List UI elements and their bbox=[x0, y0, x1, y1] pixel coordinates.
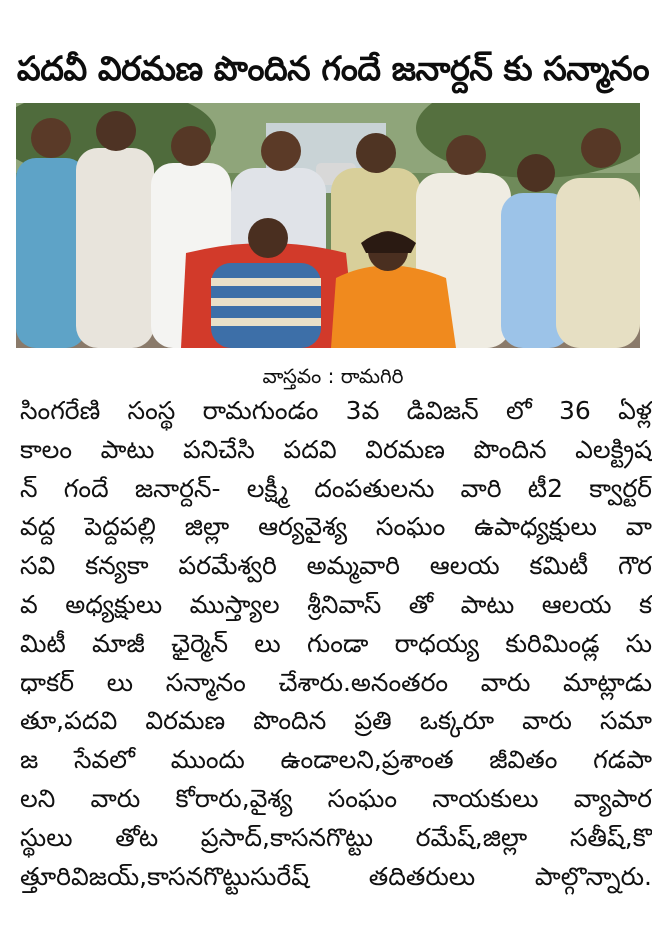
article-line: మిటీ మాజీ ఛైర్మెన్ లు గుండా రాధయ్య కురిమిండ్ల సు bbox=[20, 628, 652, 658]
article-line: న్ గందే జనార్దన్- లక్ష్మీ దంపతులను వారి టీ2 క్వార్టర్ bbox=[20, 473, 652, 503]
article-body bbox=[20, 392, 652, 896]
article-line: వ అధ్యక్షులు ముస్త్యాల శ్రీనివాస్ తో పాటు ఆలయ క bbox=[20, 589, 652, 619]
article-line: లని వారు కోరారు,వైశ్య సంఘం నాయకులు వ్యాపార bbox=[20, 783, 652, 813]
article-line: వద్ద పెద్దపల్లి జిల్లా ఆర్యవైశ్య సంఘం ఉపాధ్యక్షులు వా bbox=[20, 512, 652, 542]
article-line: సవి కన్యకా పరమేశ్వరి అమ్మవారి ఆలయ కమిటీ గౌర bbox=[20, 551, 652, 581]
article-line: తూ,పదవి విరమణ పొందిన ప్రతి ఒక్కరూ వారు సమా bbox=[20, 706, 652, 736]
headline: పదవీ విరమణ పొందిన గందే జనార్దన్ కు సన్మానం bbox=[16, 48, 650, 88]
article-line: స్థులు తోట ప్రసాద్,కాసనగొట్టు రమేష్,జిల్లా సతీష్,కొ bbox=[20, 822, 652, 852]
group-photo-illustration bbox=[16, 103, 640, 348]
article-line: త్తూరివిజయ్,కాసనగొట్టుసురేష్ తదితరులు పాల్గొన్నారు. bbox=[20, 861, 652, 891]
article-line: జ సేవలో ముందు ఉండాలని,ప్రశాంత జీవితం గడపా bbox=[20, 745, 652, 775]
dateline: వాస్తవం : రామగిరి bbox=[262, 364, 404, 388]
article-line: కాలం పాటు పనిచేసి పదవి విరమణ పొందిన ఎలక్ట్రిష bbox=[20, 434, 652, 464]
article-line: సింగరేణి సంస్థ రామగుండం 3వ డివిజన్ లో 36 ఏళ్ల bbox=[20, 396, 652, 425]
group-photo bbox=[16, 103, 640, 348]
article-line: ధాకర్ లు సన్మానం చేశారు.అనంతరం వారు మాట్లాడు bbox=[20, 667, 652, 697]
